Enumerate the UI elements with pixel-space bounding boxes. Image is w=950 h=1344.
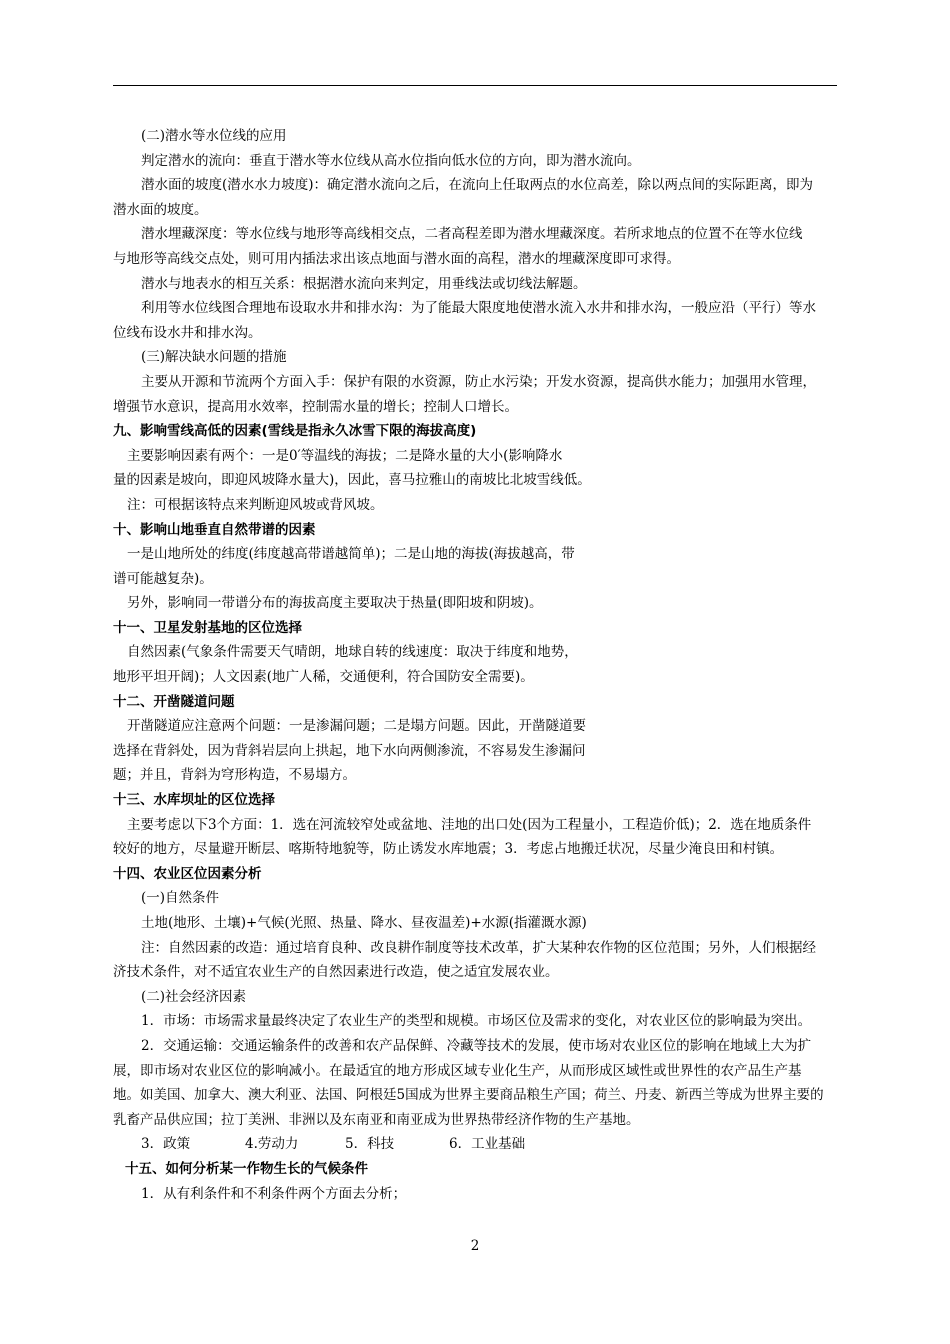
text-line: 量的因素是坡向，即迎风坡降水量大)，因此，喜马拉雅山的南坡比北坡雪线低。 [113,472,591,489]
text-line: 与地形等高线交点处，则可用内插法求出该点地面与潜水面的高程，潜水的埋藏深度即可求得。 [113,250,680,267]
text-line: 潜水面的坡度。 [113,201,208,218]
text-line: 1．市场：市场需求量最终决定了农业生产的类型和规模。市场区位及需求的变化，对农业区位的影响最为突出。 [141,1013,812,1030]
section-heading: 九、影响雪线高低的因素(雪线是指永久冰雪下限的海拔高度) [113,423,477,440]
text-line: 乳畜产品供应国；拉丁美洲、非洲以及东南亚和南亚成为世界热带经济作物的生产基地。 [113,1111,640,1128]
factor-item: 5．科技 [345,1136,395,1153]
document-body [113,124,837,1206]
text-line: (二)社会经济因素 [141,988,247,1005]
text-line: 位线布设水井和排水沟。 [113,324,262,341]
text-line: 注：可根据该特点来判断迎风坡或背风坡。 [127,496,384,513]
text-line: 自然因素(气象条件需要天气晴朗，地球自转的线速度：取决于纬度和地势， [127,644,578,661]
text-line: 一是山地所处的纬度(纬度越高带谱越简单)；二是山地的海拔(海拔越高，带 [127,546,575,563]
text-line: (二)潜水等水位线的应用 [141,128,287,144]
factors-row [113,1132,837,1157]
section-heading: 十、影响山地垂直自然带谱的因素 [113,521,316,538]
page-number: 2 [470,1238,480,1254]
text-line: 主要考虑以下3个方面：1．选在河流较窄处或盆地、洼地的出口处(因为工程量小，工程造价低)；2．选在地质条件 [127,816,812,833]
text-line: 济技术条件，对不适宜农业生产的自然因素进行改造，使之适宜发展农业。 [113,964,559,981]
text-line: 注：自然因素的改造：通过培育良种、改良耕作制度等技术改革，扩大某种农作物的区位范围；另外，人们根据经 [141,939,816,956]
text-line: 另外，影响同一带谱分布的海拔高度主要取决于热量(即阳坡和阴坡)。 [127,595,543,612]
text-line: 主要影响因素有两个：一是0′等温线的海拔；二是降水量的大小(影响降水 [127,447,563,464]
text-line: 开凿隧道应注意两个问题：一是渗漏问题；二是塌方问题。因此，开凿隧道要 [127,718,586,735]
factor-item: 6．工业基础 [449,1136,526,1153]
factor-item: 4.劳动力 [245,1136,299,1153]
text-line: (一)自然条件 [141,890,220,907]
text-line: 较好的地方，尽量避开断层、喀斯特地貌等，防止诱发水库地震；3．考虑占地搬迁状况，尽量少淹良田和村镇。 [113,841,784,858]
section-heading: 十三、水库坝址的区位选择 [113,792,275,809]
text-line: (三)解决缺水问题的措施 [141,349,287,366]
text-line: 展，即市场对农业区位的影响减小。在最适宜的地方形成区域专业化生产，从而形成区域性或世界性的农产品生产基 [113,1062,802,1079]
text-line: 选择在背斜处，因为背斜岩层向上拱起，地下水向两侧渗流，不容易发生渗漏问 [113,742,586,759]
text-line: 判定潜水的流向：垂直于潜水等水位线从高水位指向低水位的方向，即为潜水流向。 [141,152,641,169]
header-rule [113,85,837,86]
text-line: 利用等水位线图合理地布设取水井和排水沟：为了能最大限度地使潜水流入水井和排水沟，一般应沿（平行）等水 [141,300,816,317]
text-line: 谱可能越复杂)。 [113,570,213,587]
text-line: 地。如美国、加拿大、澳大利亚、法国、阿根廷5国成为世界主要商品粮生产国；荷兰、丹麦、新西兰等成为世界主要的 [113,1087,824,1104]
text-line: 潜水与地表水的相互关系：根据潜水流向来判定，用垂线法或切线法解题。 [141,275,587,292]
section-heading: 十二、开凿隧道问题 [113,693,235,710]
section-heading: 十一、卫星发射基地的区位选择 [113,619,302,636]
tail-lines [113,1157,837,1206]
text-line: 土地(地形、土壤)+气候(光照、热量、降水、昼夜温差)+水源(指灌溉水源) [141,915,587,931]
paragraph-lines [113,124,837,1132]
text-line: 题；并且，背斜为穹形构造，不易塌方。 [113,767,356,784]
text-line: 地形平坦开阔)；人文因素(地广人稀，交通便利，符合国防安全需要)。 [113,669,534,686]
section-heading: 十四、农业区位因素分析 [113,865,262,882]
text-line: 潜水面的坡度(潜水水力坡度)：确定潜水流向之后，在流向上任取两点的水位高差，除以两点间的实际距离，即为 [141,177,814,194]
text-line: 潜水埋藏深度：等水位线与地形等高线相交点，二者高程差即为潜水埋藏深度。若所求地点的位置不在等水位线 [141,226,803,243]
text-line: 2．交通运输：交通运输条件的改善和农产品保鲜、冷藏等技术的发展，使市场对农业区位的影响在地域上大为扩 [141,1037,812,1054]
text-line: 增强节水意识，提高用水效率，控制需水量的增长；控制人口增长。 [113,398,518,415]
text-line: 主要从开源和节流两个方面入手：保护有限的水资源，防止水污染；开发水资源，提高供水能力；加强用水管理， [141,373,816,390]
section-heading: 十五、如何分析某一作物生长的气候条件 [125,1160,368,1177]
text-line: 1．从有利条件和不利条件两个方面去分析； [141,1185,407,1202]
factor-item: 3．政策 [141,1136,191,1153]
